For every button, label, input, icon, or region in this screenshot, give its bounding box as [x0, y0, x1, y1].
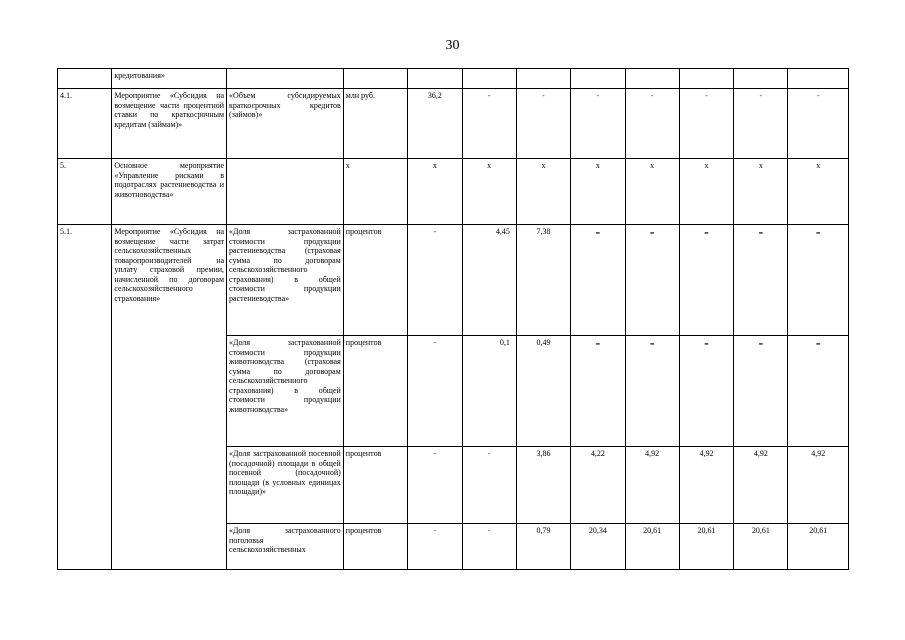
value-cell: x — [516, 159, 570, 225]
value-cell: - — [462, 89, 516, 159]
value-cell: - — [625, 336, 679, 447]
indicator-cell: «Доля застрахованной посевной (посадочной) площади в общей посевной (посадочной) площади (в условных единицах площади)» — [227, 447, 344, 524]
value-cell: 3,86 — [516, 447, 570, 524]
indicators-table — [57, 68, 849, 570]
unit-cell: процентов — [343, 447, 407, 524]
table-row — [58, 159, 849, 225]
value-cell: 4,92 — [788, 447, 849, 524]
value-cell: 20,61 — [788, 524, 849, 570]
value-cell: - — [734, 336, 788, 447]
indicator-cell: «Доля застрахованного поголовья сельскохозяйственных — [227, 524, 344, 570]
table-row — [58, 225, 849, 336]
value-cell: - — [516, 89, 570, 159]
value-cell: x — [679, 159, 733, 225]
indicator-cell: «Доля застрахованной стоимости продукции растениеводства (страховая сумма по договорам сельскохозяйственного страхования) в общей стоимости продукции растениеводства» — [227, 225, 344, 336]
value-cell: 20,61 — [625, 524, 679, 570]
unit-cell: млн руб. — [343, 89, 407, 159]
measure-cell: Основное мероприятие «Управление рисками в подотраслях растениеводства и животноводства» — [112, 159, 227, 225]
measure-cell: Мероприятие «Субсидия на возмещение части затрат сельскохозяйственных товаропроизводителей на уплату страховой премии, начисленной по договорам сельскохозяйственного страхования» — [112, 225, 227, 570]
value-cell: - — [625, 225, 679, 336]
value-cell: - — [734, 89, 788, 159]
value-cell: 4,92 — [625, 447, 679, 524]
unit-cell: процентов — [343, 524, 407, 570]
value-cell: - — [571, 225, 625, 336]
value-cell: 0,49 — [516, 336, 570, 447]
value-cell: x — [625, 159, 679, 225]
value-cell: - — [408, 336, 462, 447]
value-cell: - — [462, 447, 516, 524]
value-cell: x — [734, 159, 788, 225]
table-row — [58, 89, 849, 159]
value-cell: x — [462, 159, 516, 225]
value-cell: - — [679, 89, 733, 159]
indicator-cell — [227, 159, 344, 225]
value-cell: 7,38 — [516, 225, 570, 336]
measure-cell: Мероприятие «Субсидия на возмещение части процентной ставки по краткосрочным кредитам (займам)» — [112, 89, 227, 159]
value-cell: - — [788, 225, 849, 336]
page-number: 30 — [445, 38, 460, 53]
value-cell: - — [734, 225, 788, 336]
value-cell: - — [571, 336, 625, 447]
value-cell: - — [788, 89, 849, 159]
value-cell: 4,45 — [462, 225, 516, 336]
unit-cell: x — [343, 159, 407, 225]
row-number: 5.1. — [58, 225, 112, 570]
value-cell: 36,2 — [408, 89, 462, 159]
row-number: 4.1. — [58, 89, 112, 159]
value-cell: - — [625, 89, 679, 159]
value-cell: - — [679, 336, 733, 447]
unit-cell: процентов — [343, 225, 407, 336]
value-cell: - — [408, 524, 462, 570]
value-cell: 20,61 — [679, 524, 733, 570]
indicator-cell: «Доля застрахованной стоимости продукции животноводства (страховая сумма по договорам сельскохозяйственного страхования) в общей стоимости продукции животноводства» — [227, 336, 344, 447]
value-cell: 20,34 — [571, 524, 625, 570]
unit-cell: процентов — [343, 336, 407, 447]
value-cell: 4,92 — [679, 447, 733, 524]
value-cell: x — [408, 159, 462, 225]
value-cell: x — [571, 159, 625, 225]
value-cell: 0,79 — [516, 524, 570, 570]
value-cell: - — [408, 447, 462, 524]
row-number: 5. — [58, 159, 112, 225]
value-cell: - — [571, 89, 625, 159]
value-cell: 4,22 — [571, 447, 625, 524]
indicator-cell: «Объем субсидируемых краткосрочных кредитов (займов)» — [227, 89, 344, 159]
value-cell: - — [679, 225, 733, 336]
value-cell: 20,61 — [734, 524, 788, 570]
value-cell: - — [462, 524, 516, 570]
value-cell: 4,92 — [734, 447, 788, 524]
value-cell: - — [788, 336, 849, 447]
value-cell: - — [408, 225, 462, 336]
table-row — [58, 69, 849, 89]
value-cell: x — [788, 159, 849, 225]
value-cell: 0,1 — [462, 336, 516, 447]
measure-cell: кредитования» — [112, 69, 227, 89]
